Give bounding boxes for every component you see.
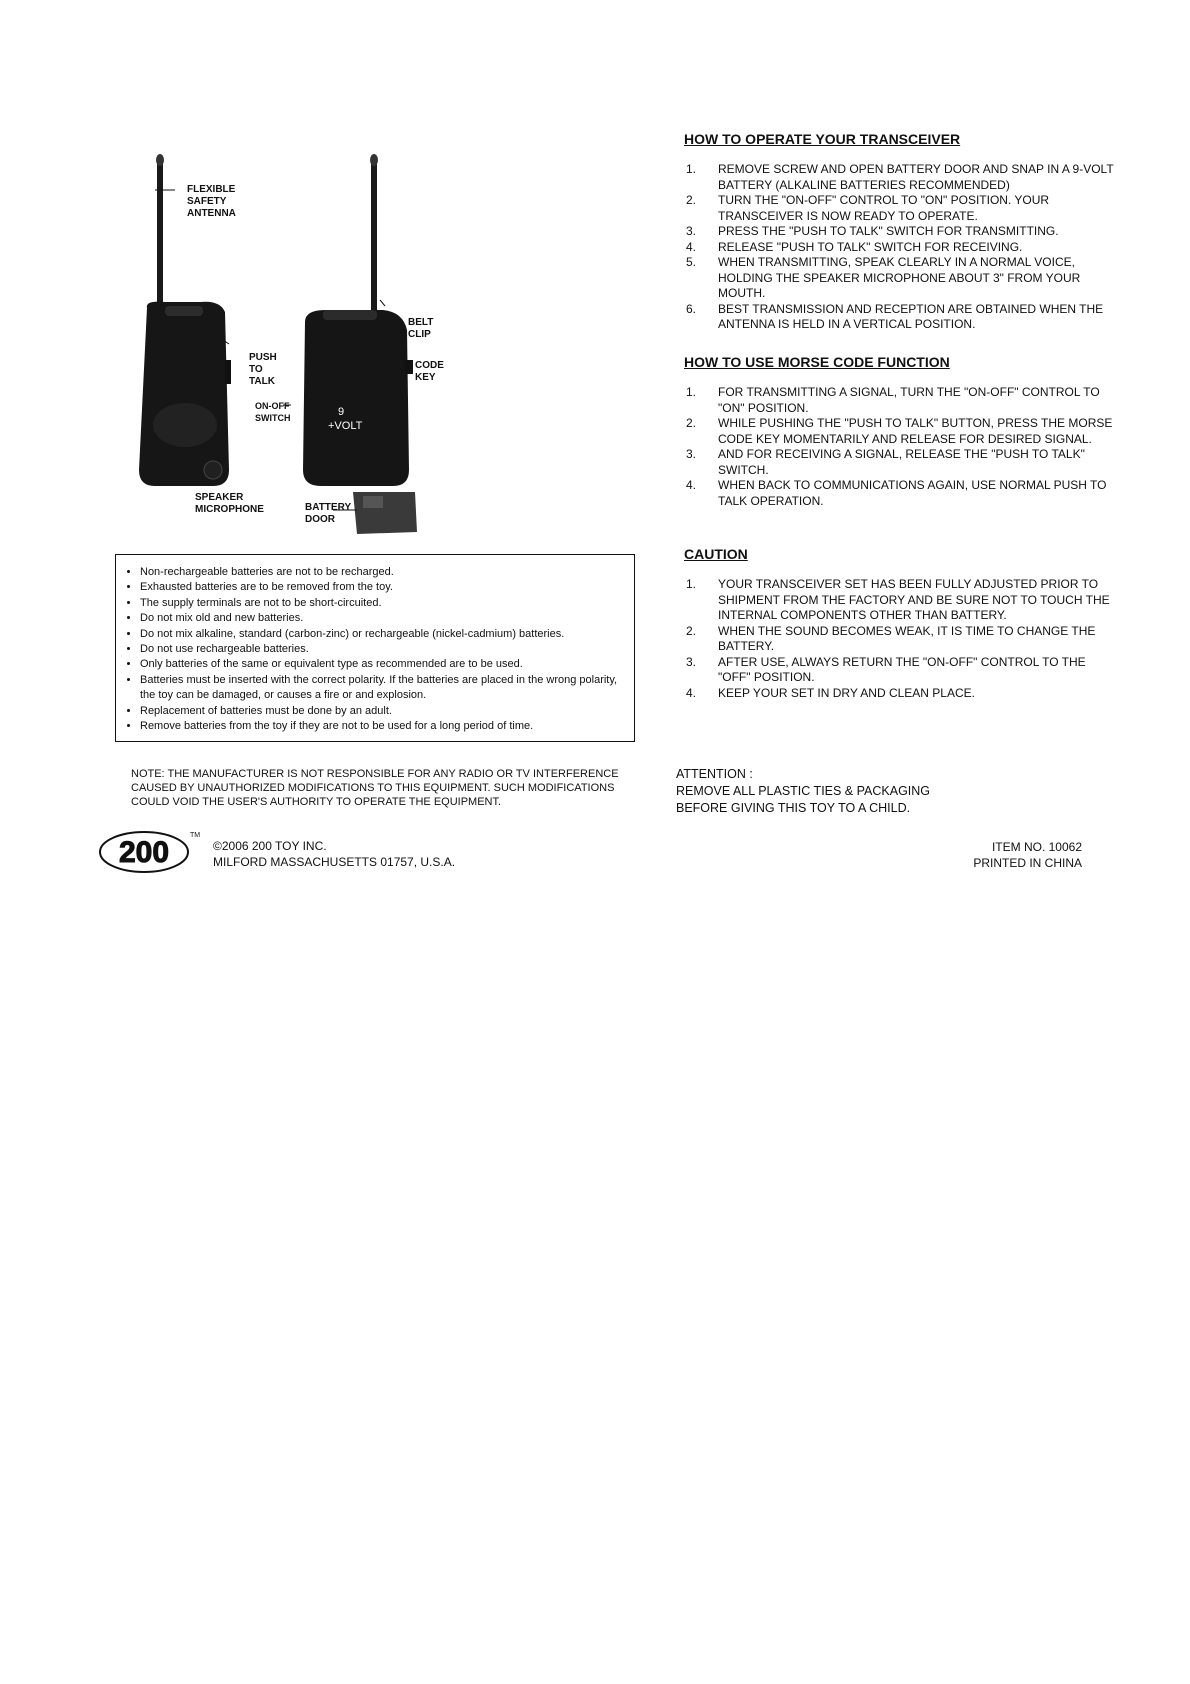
operate-step: 6. BEST TRANSMISSION AND RECEPTION ARE OBTAINED WHEN THE ANTENNA IS HELD IN A VERTICAL POSITION. bbox=[686, 301, 1104, 331]
caution-step: 4. KEEP YOUR SET IN DRY AND CLEAN PLACE. bbox=[686, 685, 975, 700]
operate-steps bbox=[684, 162, 1114, 333]
morse-step: 2. WHILE PUSHING THE "PUSH TO TALK" BUTTON, PRESS THE MORSE CODE KEY MOMENTARILY AND RELEASE FOR DESIRED SIGNAL. bbox=[686, 416, 1113, 446]
address-line: MILFORD MASSACHUSETTS 01757, U.S.A. bbox=[213, 855, 456, 869]
label-code-key: CODE KEY bbox=[415, 360, 444, 383]
attention-block bbox=[676, 766, 930, 817]
attention-line: REMOVE ALL PLASTIC TIES & PACKAGING bbox=[676, 784, 931, 798]
interference-note: NOTE: THE MANUFACTURER IS NOT RESPONSIBLE FOR ANY RADIO OR TV INTERFERENCE CAUSED BY UNAUTHORIZED MODIFICATIONS TO THIS EQUIPMENT. SUCH MODIFICATIONS COULD VOID THE USER'S AUTHORITY TO OPERATE THE EQUIPMENT. bbox=[131, 768, 619, 808]
label-speaker-microphone: SPEAKER MICROPHONE bbox=[195, 492, 264, 515]
operate-title: HOW TO OPERATE YOUR TRANSCEIVER bbox=[684, 131, 961, 147]
warning-item: • Only batteries of the same or equivalent type as recommended are to be used. bbox=[140, 657, 626, 672]
attention-line: BEFORE GIVING THIS TOY TO A CHILD. bbox=[676, 801, 911, 815]
transceiver-illustration bbox=[125, 150, 455, 542]
label-on-off-switch: ON-OFF SWITCH bbox=[255, 401, 291, 423]
logo-200-icon bbox=[98, 828, 201, 874]
operate-step: 5. WHEN TRANSMITTING, SPEAK CLEARLY IN A NORMAL VOICE, HOLDING THE SPEAKER MICROPHONE ABOUT 3" FROM YOUR MOUTH. bbox=[686, 255, 1081, 300]
operate-step: 3. PRESS THE "PUSH TO TALK" SWITCH FOR TRANSMITTING. bbox=[686, 224, 1059, 238]
warning-item: • Do not use rechargeable batteries. bbox=[140, 642, 626, 657]
warning-item: • The supply terminals are not to be short-circuited. bbox=[140, 596, 626, 611]
warning-item: • Do not mix old and new batteries. bbox=[140, 611, 626, 626]
morse-step: 3. AND FOR RECEIVING A SIGNAL, RELEASE THE "PUSH TO TALK" SWITCH. bbox=[686, 447, 1085, 477]
caution-step: 2. WHEN THE SOUND BECOMES WEAK, IT IS TIME TO CHANGE THE BATTERY. bbox=[686, 623, 1096, 653]
label-battery-door: BATTERY DOOR bbox=[305, 502, 352, 525]
label-flexible-safety-antenna: FLEXIBLE SAFETY ANTENNA bbox=[187, 184, 236, 219]
morse-step: 4. WHEN BACK TO COMMUNICATIONS AGAIN, USE NORMAL PUSH TO TALK OPERATION. bbox=[686, 478, 1107, 508]
morse-steps bbox=[684, 385, 1114, 509]
item-number: ITEM NO. 10062 bbox=[991, 840, 1082, 854]
warning-item: • Do not mix alkaline, standard (carbon-zinc) or rechargeable (nickel-cadmium) batteries. bbox=[140, 627, 626, 642]
caution-steps bbox=[684, 577, 1114, 701]
attention-title: ATTENTION : bbox=[676, 767, 753, 781]
walkie-talkie-drawing bbox=[125, 150, 455, 542]
label-belt-clip: BELT CLIP bbox=[408, 317, 434, 340]
warning-item: • Batteries must be inserted with the correct polarity. If the batteries are placed in the wrong polarity, the toy can be damaged, or causes a fire or and explosion. bbox=[140, 673, 626, 704]
warning-item: • Remove batteries from the toy if they are not to be used for a long period of time. bbox=[140, 719, 626, 734]
logo-text: 200 bbox=[118, 836, 170, 869]
battery-warnings-list bbox=[126, 565, 626, 734]
caution-step: 3. AFTER USE, ALWAYS RETURN THE "ON-OFF" CONTROL TO THE "OFF" POSITION. bbox=[686, 654, 1086, 684]
caution-step: 1. YOUR TRANSCEIVER SET HAS BEEN FULLY ADJUSTED PRIOR TO SHIPMENT FROM THE FACTORY AND BE SURE NOT TO TOUCH THE INTERNAL COMPONENTS OTHER THAN BATTERY. bbox=[686, 577, 1110, 622]
operate-step: 2. TURN THE "ON-OFF" CONTROL TO "ON" POSITION. YOUR TRANSCEIVER IS NOW READY TO OPERATE. bbox=[686, 193, 1050, 223]
copyright-block bbox=[213, 838, 455, 870]
morse-title: HOW TO USE MORSE CODE FUNCTION bbox=[684, 354, 950, 370]
logo-tm: TM bbox=[190, 832, 201, 839]
battery-volt-label: 9 +VOLT bbox=[328, 406, 363, 432]
morse-step: 1. FOR TRANSMITTING A SIGNAL, TURN THE "ON-OFF" CONTROL TO "ON" POSITION. bbox=[686, 385, 1100, 415]
operate-step: 1. REMOVE SCREW AND OPEN BATTERY DOOR AND SNAP IN A 9-VOLT BATTERY (ALKALINE BATTERIES RECOMMENDED) bbox=[686, 162, 1114, 192]
operate-step: 4. RELEASE "PUSH TO TALK" SWITCH FOR RECEIVING. bbox=[686, 239, 1023, 254]
warning-item: • Replacement of batteries must be done by an adult. bbox=[140, 704, 626, 719]
caution-title: CAUTION bbox=[684, 546, 748, 562]
warning-item: • Non-rechargeable batteries are not to be recharged. bbox=[140, 565, 626, 580]
warning-item: • Exhausted batteries are to be removed from the toy. bbox=[140, 580, 626, 595]
printed-in: PRINTED IN CHINA bbox=[973, 856, 1082, 870]
battery-warnings-box bbox=[115, 554, 635, 742]
item-info bbox=[973, 839, 1082, 871]
company-logo bbox=[98, 828, 201, 874]
copyright-line: ©2006 200 TOY INC. bbox=[213, 839, 327, 853]
label-push-to-talk: PUSH TO TALK bbox=[249, 352, 277, 387]
